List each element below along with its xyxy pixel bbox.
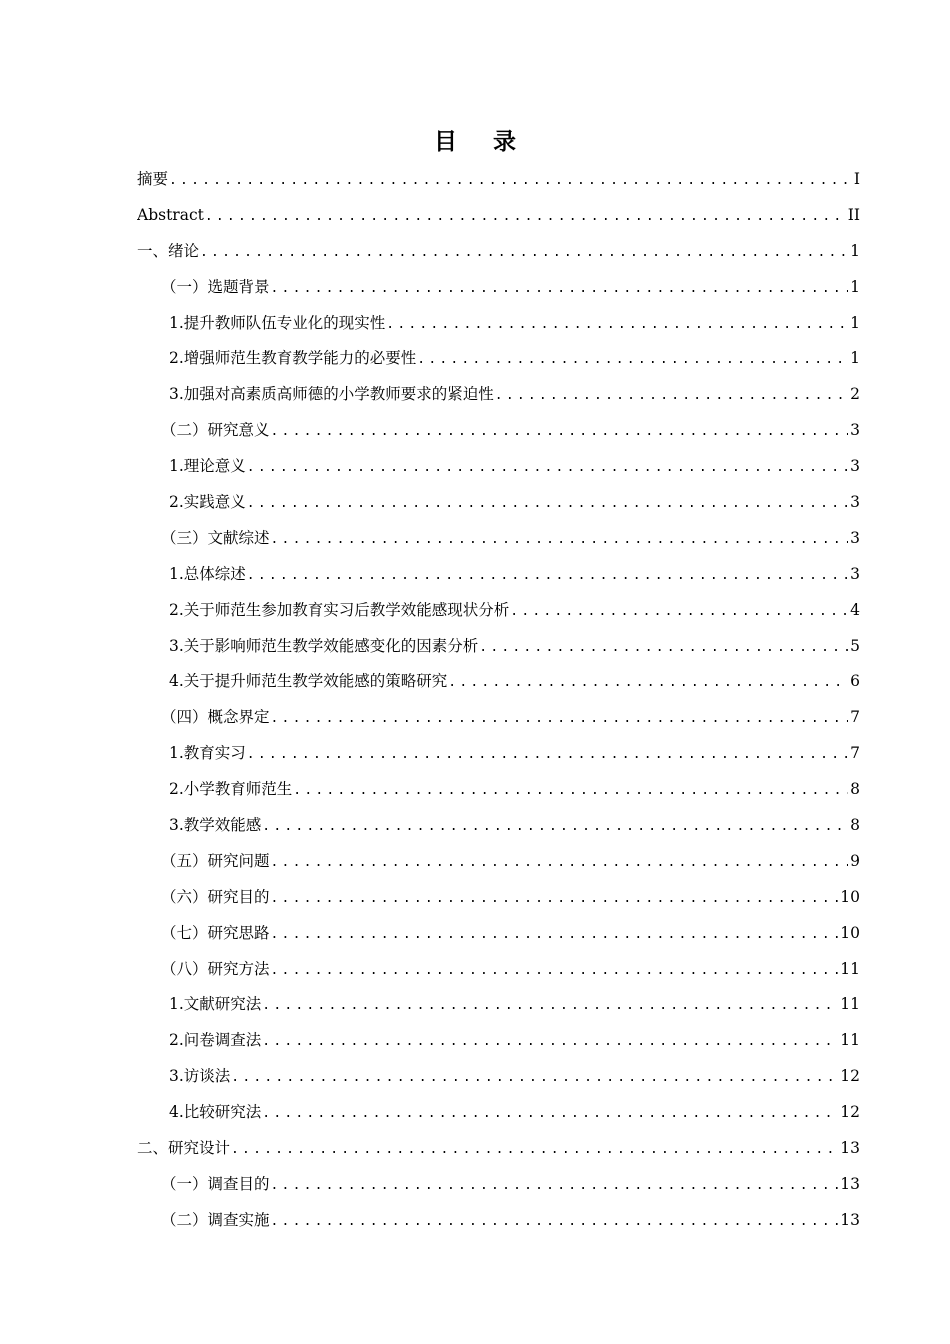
toc-entry-label: 2.小学教育师范生: [169, 780, 293, 799]
toc-entry[interactable]: [137, 413, 860, 449]
toc-page-number: 10: [840, 923, 860, 942]
toc-entry-label: （二）研究意义: [161, 421, 270, 440]
toc-page-number: 13: [840, 1174, 860, 1193]
toc-entry[interactable]: [137, 485, 860, 521]
toc-page-number: II: [847, 205, 860, 224]
toc-page-number: 3: [850, 528, 860, 547]
toc-page-number: 3: [850, 493, 860, 512]
toc-page-number: 3: [850, 421, 860, 440]
toc-page-number: 11: [840, 995, 860, 1014]
toc-leader-dots: [293, 773, 848, 808]
toc-entry[interactable]: [137, 1131, 860, 1167]
toc-leader-dots: [271, 881, 839, 916]
toc-entry-label: （六）研究目的: [161, 887, 270, 906]
toc-page-number: 8: [850, 780, 860, 799]
toc-entry[interactable]: [137, 1095, 860, 1131]
toc-page-number: 10: [840, 887, 860, 906]
toc-entry[interactable]: [137, 270, 860, 306]
toc-entry[interactable]: [137, 880, 860, 916]
toc-page-number: 9: [850, 851, 860, 870]
toc-entry[interactable]: [137, 557, 860, 593]
toc-entry[interactable]: [137, 449, 860, 485]
toc-page-number: 13: [840, 1139, 860, 1158]
toc-leader-dots: [417, 342, 848, 377]
toc-entry[interactable]: [137, 1023, 860, 1059]
toc-entry-label: 4.关于提升师范生教学效能感的策略研究: [169, 672, 448, 691]
toc-leader-dots: [495, 378, 848, 413]
toc-entry[interactable]: [137, 1059, 860, 1095]
toc-entry-label: 1.提升教师队伍专业化的现实性: [169, 313, 386, 332]
toc-entry-label: 3.关于影响师范生教学效能感变化的因素分析: [169, 636, 479, 655]
toc-page-number: 7: [850, 708, 860, 727]
toc-page-number: 1: [850, 241, 860, 260]
toc-entry-label: 2.关于师范生参加教育实习后教学效能感现状分析: [169, 600, 510, 619]
toc-page-number: 12: [840, 1103, 860, 1122]
toc-entry[interactable]: [137, 736, 860, 772]
toc-entry-label: 1.文献研究法: [169, 995, 262, 1014]
toc-leader-dots: [271, 271, 849, 306]
toc-entry[interactable]: [137, 593, 860, 629]
toc-page-number: 13: [840, 1210, 860, 1229]
toc-leader-dots: [271, 414, 849, 449]
toc-leader-dots: [231, 1060, 838, 1095]
toc-page-number: 1: [850, 349, 860, 368]
toc-entry[interactable]: [137, 664, 860, 700]
toc-page-number: 4: [850, 600, 860, 619]
toc-entry-label: 1.教育实习: [169, 744, 246, 763]
toc-entry[interactable]: [137, 700, 860, 736]
toc-entry[interactable]: [137, 521, 860, 557]
toc-entry[interactable]: [137, 808, 860, 844]
toc-leader-dots: [205, 199, 846, 234]
toc-leader-dots: [262, 1096, 838, 1131]
toc-page-number: 1: [850, 313, 860, 332]
toc-entry[interactable]: [137, 772, 860, 808]
toc-entry[interactable]: [137, 844, 860, 880]
toc-page-number: 2: [850, 385, 860, 404]
toc-leader-dots: [262, 988, 838, 1023]
toc-leader-dots: [247, 486, 848, 521]
toc-entry[interactable]: [137, 377, 860, 413]
toc-entry-label: （五）研究问题: [161, 851, 270, 870]
toc-list: [137, 162, 860, 1239]
toc-entry-label: （七）研究思路: [161, 923, 270, 942]
toc-entry-label: （一）选题背景: [161, 277, 270, 296]
toc-entry-label: 3.加强对高素质高师德的小学教师要求的紧迫性: [169, 385, 494, 404]
toc-page-number: 6: [850, 672, 860, 691]
toc-entry-label: 摘要: [137, 170, 169, 188]
toc-leader-dots: [271, 701, 849, 736]
toc-leader-dots: [448, 665, 848, 700]
toc-entry-label: 2.问卷调查法: [169, 1031, 262, 1050]
toc-entry[interactable]: [137, 234, 860, 270]
toc-entry[interactable]: [137, 1203, 860, 1239]
toc-leader-dots: [386, 307, 848, 342]
toc-entry-label: 一、绪论: [137, 241, 200, 260]
toc-leader-dots: [169, 163, 852, 198]
toc-page-number: 5: [850, 636, 860, 655]
toc-entry[interactable]: [137, 987, 860, 1023]
toc-page-number: 7: [850, 744, 860, 763]
toc-leader-dots: [479, 630, 848, 665]
toc-leader-dots: [247, 558, 848, 593]
toc-entry-label: 2.实践意义: [169, 493, 246, 512]
toc-entry[interactable]: [137, 162, 860, 198]
toc-leader-dots: [271, 953, 839, 988]
toc-entry-label: （三）文献综述: [161, 528, 270, 547]
toc-entry[interactable]: [137, 952, 860, 988]
toc-entry[interactable]: [137, 629, 860, 665]
toc-entry-label: （二）调查实施: [161, 1210, 270, 1229]
toc-entry[interactable]: [137, 341, 860, 377]
toc-entry-label: 二、研究设计: [137, 1139, 231, 1158]
toc-entry-label: Abstract: [137, 205, 204, 224]
toc-entry[interactable]: [137, 1167, 860, 1203]
toc-entry-label: （四）概念界定: [161, 708, 270, 727]
toc-entry-label: （八）研究方法: [161, 959, 270, 978]
toc-page-number: I: [853, 170, 860, 188]
toc-leader-dots: [271, 522, 849, 557]
toc-entry-label: 1.理论意义: [169, 457, 246, 476]
toc-leader-dots: [510, 594, 848, 629]
toc-entry-label: 1.总体综述: [169, 564, 246, 583]
toc-leader-dots: [247, 450, 848, 485]
toc-leader-dots: [231, 1132, 838, 1167]
toc-leader-dots: [271, 1204, 839, 1239]
toc-entry[interactable]: [137, 916, 860, 952]
toc-page-number: 8: [850, 816, 860, 835]
toc-page-number: 3: [850, 457, 860, 476]
toc-page-number: 3: [850, 564, 860, 583]
toc-leader-dots: [271, 845, 849, 880]
toc-page-number: 11: [840, 959, 860, 978]
toc-leader-dots: [271, 917, 839, 952]
toc-title: 目 录: [433, 128, 530, 155]
toc-entry-label: 3.访谈法: [169, 1067, 231, 1086]
toc-page-number: 11: [840, 1031, 860, 1050]
toc-entry-label: 4.比较研究法: [169, 1103, 262, 1122]
toc-leader-dots: [262, 809, 848, 844]
toc-leader-dots: [247, 737, 848, 772]
toc-leader-dots: [271, 1168, 839, 1203]
toc-entry[interactable]: [137, 198, 860, 234]
toc-leader-dots: [262, 1024, 838, 1059]
toc-entry-label: 2.增强师范生教育教学能力的必要性: [169, 349, 417, 368]
toc-page-number: 1: [850, 277, 860, 296]
toc-entry[interactable]: [137, 306, 860, 342]
toc-leader-dots: [200, 235, 848, 270]
toc-page-number: 12: [840, 1067, 860, 1086]
toc-entry-label: （一）调查目的: [161, 1174, 270, 1193]
toc-entry-label: 3.教学效能感: [169, 816, 262, 835]
